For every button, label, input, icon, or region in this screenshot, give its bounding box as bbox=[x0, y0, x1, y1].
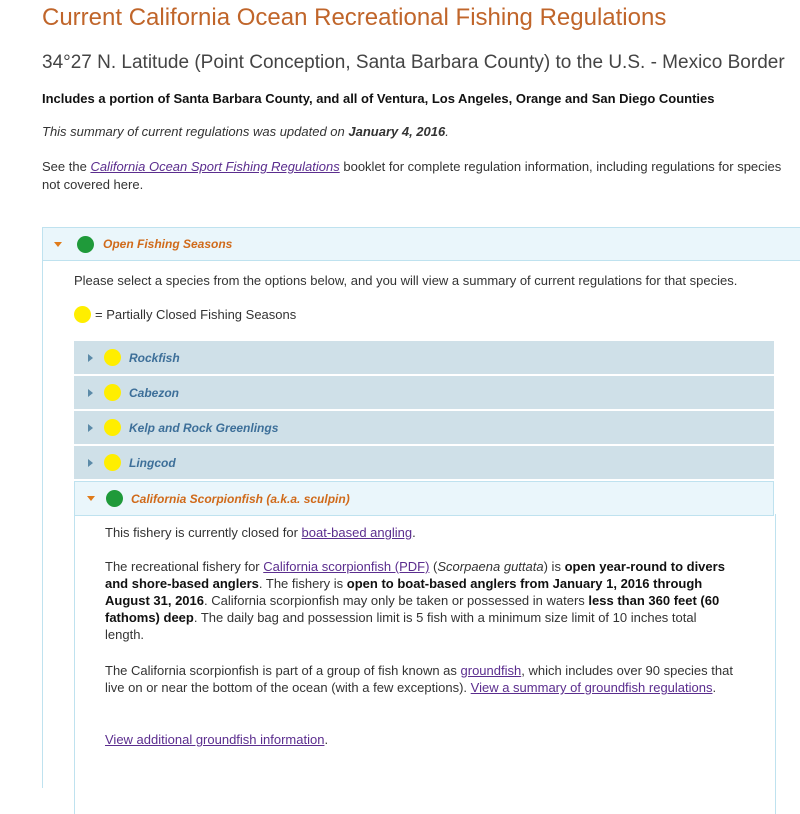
depth-highlight: less than 360 feet (60 fathoms) deep bbox=[105, 593, 720, 625]
closure-text: This fishery is currently closed for bbox=[105, 525, 302, 540]
partially-closed-dot-icon bbox=[104, 384, 121, 401]
groundfish-text: . bbox=[712, 680, 717, 695]
species-item-cabezon[interactable] bbox=[74, 376, 774, 411]
groundfish-text: , which includes over 90 species that live on or near the bottom of the ocean (with a few exceptions). bbox=[105, 663, 733, 695]
info-end: . bbox=[324, 732, 329, 747]
counties-included: Includes a portion of Santa Barbara County, and all of Ventura, Los Angeles, Orange and San Diego Counties bbox=[42, 91, 715, 106]
partially-closed-dot-icon bbox=[104, 454, 121, 471]
season-text: . California scorpionfish may only be taken or possessed in waters bbox=[204, 593, 589, 608]
closure-note bbox=[105, 524, 735, 541]
updated-prefix: This summary of current regulations was updated on bbox=[42, 124, 349, 139]
species-intro: Please select a species from the options below, and you will view a summary of current regulations for that species. bbox=[74, 273, 738, 288]
partially-closed-dot-icon bbox=[104, 349, 121, 366]
species-list bbox=[74, 341, 774, 516]
caret-right-icon bbox=[88, 389, 93, 397]
species-item-greenlings[interactable] bbox=[74, 411, 774, 446]
see-suffix: booklet for complete regulation information, including regulations for species not covered here. bbox=[42, 159, 782, 192]
species-label: California Scorpionfish (a.k.a. sculpin) bbox=[131, 491, 350, 506]
caret-right-icon bbox=[88, 354, 93, 362]
boat-based-angling-link[interactable]: boat-based angling bbox=[301, 525, 413, 540]
open-seasons-accordion bbox=[42, 227, 800, 788]
species-label: Lingcod bbox=[129, 455, 176, 470]
legend-text: = Partially Closed Fishing Seasons bbox=[95, 307, 297, 322]
regulations-booklet-link[interactable]: California Ocean Sport Fishing Regulations bbox=[90, 159, 340, 174]
booklet-note bbox=[42, 158, 782, 194]
page-subtitle: 34°27 N. Latitude (Point Conception, Santa Barbara County) to the U.S. - Mexico Border bbox=[42, 52, 785, 73]
updated-suffix: . bbox=[445, 124, 449, 139]
legend bbox=[74, 306, 296, 323]
caret-right-icon bbox=[88, 459, 93, 467]
scorpionfish-details bbox=[74, 514, 776, 814]
open-status-dot-icon bbox=[106, 490, 123, 507]
species-item-lingcod[interactable] bbox=[74, 446, 774, 481]
species-item-scorpionfish[interactable] bbox=[74, 481, 774, 516]
species-item-rockfish[interactable] bbox=[74, 341, 774, 376]
scorpionfish-pdf-link[interactable]: California scorpionfish (PDF) bbox=[263, 559, 430, 574]
season-text: The recreational fishery for bbox=[105, 559, 264, 574]
updated-note bbox=[42, 124, 449, 139]
groundfish-regulations-link[interactable]: View a summary of groundfish regulations bbox=[470, 680, 713, 695]
caret-down-icon bbox=[87, 496, 95, 501]
groundfish-info-link[interactable]: View additional groundfish information bbox=[105, 732, 325, 747]
season-paragraph bbox=[105, 558, 735, 643]
open-status-dot-icon bbox=[77, 236, 94, 253]
partially-closed-dot-icon bbox=[74, 306, 91, 323]
updated-date: January 4, 2016 bbox=[348, 124, 446, 139]
open-seasons-title: Open Fishing Seasons bbox=[103, 237, 233, 251]
season-text: . The daily bag and possession limit is 5 fish with a minimum size limit of 10 inches total length. bbox=[105, 610, 697, 642]
groundfish-paragraph bbox=[105, 662, 735, 696]
season-text: ( bbox=[429, 559, 438, 574]
scientific-name: Scorpaena guttata bbox=[437, 559, 544, 574]
partially-closed-dot-icon bbox=[104, 419, 121, 436]
season-highlight: open to boat-based anglers from January 1, 2016 through August 31, 2016 bbox=[105, 576, 703, 608]
species-label: Rockfish bbox=[129, 350, 180, 365]
season-text: . The fishery is bbox=[258, 576, 347, 591]
groundfish-text: The California scorpionfish is part of a group of fish known as bbox=[105, 663, 461, 678]
season-highlight: open year-round to divers and shore-based anglers bbox=[105, 559, 725, 591]
season-text: ) is bbox=[543, 559, 565, 574]
page-title: Current California Ocean Recreational Fishing Regulations bbox=[42, 4, 667, 31]
additional-info bbox=[105, 731, 735, 748]
see-prefix: See the bbox=[42, 159, 91, 174]
closure-end: . bbox=[412, 525, 416, 540]
caret-right-icon bbox=[88, 424, 93, 432]
caret-down-icon bbox=[54, 242, 62, 247]
species-label: Cabezon bbox=[129, 385, 180, 400]
open-seasons-header[interactable] bbox=[43, 228, 800, 261]
groundfish-link[interactable]: groundfish bbox=[460, 663, 522, 678]
species-label: Kelp and Rock Greenlings bbox=[129, 420, 279, 435]
